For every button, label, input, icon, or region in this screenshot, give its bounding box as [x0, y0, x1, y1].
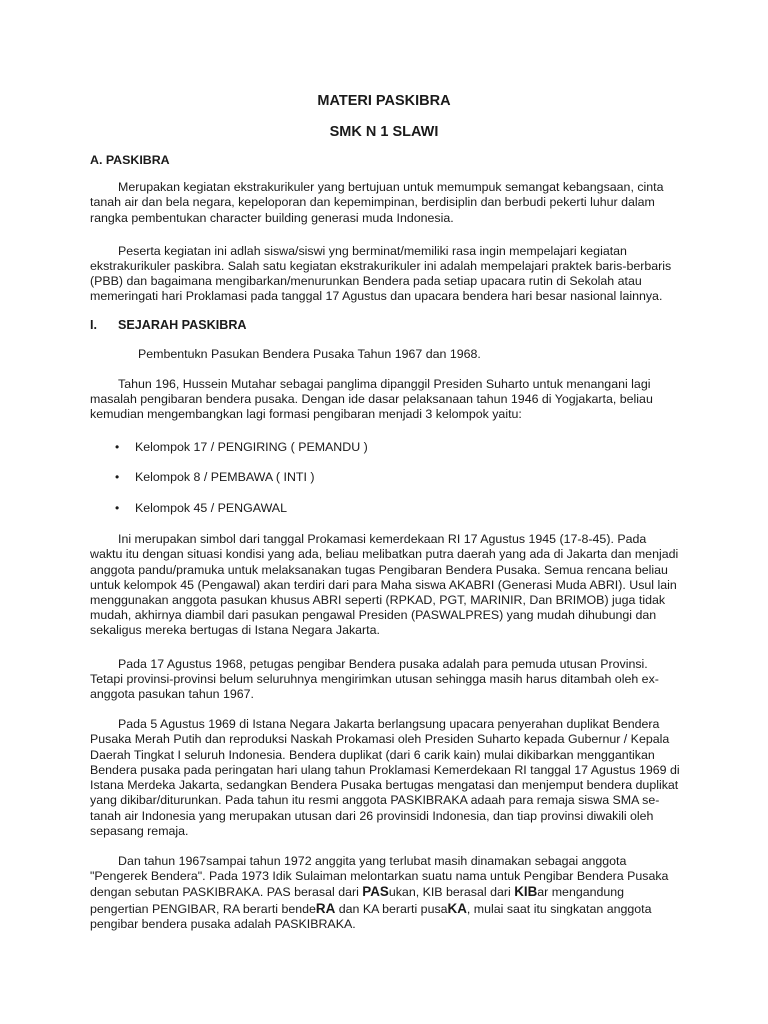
highlight-kib: KIB — [514, 884, 538, 900]
section-i-title: SEJARAH PASKIBRA — [118, 317, 247, 332]
paragraph-8 — [90, 854, 682, 932]
paragraph-4: Tahun 196, Hussein Mutahar sebagai panglima dipanggil Presiden Suharto untuk menangani lagi masalah pengibaran bendera pusaka. Dengan ide dasar pelaksanaan tahun 1946 di Yogjakarta, beliau kemudian mengembangkan lagi formasi pengibaran menjadi 3 kelompok yaitu: — [90, 377, 653, 422]
list-item: • Kelompok 45 / PENGAWAL — [90, 501, 682, 516]
highlight-ra: RA — [315, 900, 336, 916]
document-title: MATERI PASKIBRA — [317, 93, 451, 109]
paragraph-1: Merupakan kegiatan ekstrakurikuler yang bertujuan untuk memumpuk semangat kebangsaan, cinta tanah air dan bela negara, kepeloporan dan kepemimpinan, berdisiplin dan berbudi pekerti luhur dalam rangka pembentukan character building generasi muda Indonesia. — [90, 180, 664, 225]
document-body — [90, 153, 682, 932]
paragraph-7: Pada 5 Agustus 1969 di Istana Negara Jakarta berlangsung upacara penyerahan duplikat Bendera Pusaka Merah Putih dan reproduksi Naskah Prokamasi oleh Presiden Suharto kepada Gubernur / Kepala Daerah Tingkat I seluruh Indonesia. Bendera duplikat (dari 6 carik kain) mulai dikibarkan menggantikan Bendera pusaka pada peringatan hari ulang tahun Proklamasi Kemerdekaan RI tanggal 17 Agustus 1969 di Istana Merdeka Jakarta, sedangkan Bendera Pusaka bertugas mengatasi dan menjemput bendera duplikat yang dikibar/diturunkan. Pada tahun itu resmi anggota PASKIBRAKA adaah para remaja siswa SMA se-tanah air Indonesia yang merupakan utusan dari 26 provinsidi Indonesia, dan tiap provinsi diwakili oleh sepasang remaja. — [90, 717, 680, 838]
paragraph-8-text: dan KA berarti pusa — [335, 901, 448, 916]
paragraph-8-text: ar mengandung pengertian PENGIBAR, RA berarti bende — [90, 885, 625, 916]
highlight-pas: PAS — [362, 884, 389, 900]
paragraph-8-text: , mulai saat itu singkatan anggota pengibar bendera pusaka adalah PASKIBRAKA. — [90, 901, 652, 931]
list-item: • Kelompok 17 / PENGIRING ( PEMANDU ) — [90, 440, 682, 455]
paragraph-2: Peserta kegiatan ini adlah siswa/siswi yng berminat/memiliki rasa ingin mempelajari kegiatan ekstrakurikuler paskibra. Salah satu kegiatan ekstrakurikuler ini adalah mempelajari praktek baris-berbaris (PBB) dan bagaimana mengibarkan/menurunkan Bendera pada setiap upacara rutin di Sekolah atau memeringati hari Proklamasi pada tanggal 17 Agustus dan upacara bendera hari besar nasional lainnya. — [90, 243, 672, 304]
section-a-heading: A. PASKIBRA — [90, 153, 170, 167]
highlight-ka: KA — [447, 900, 467, 916]
list-item: • Kelompok 8 / PEMBAWA ( INTI ) — [90, 470, 682, 485]
paragraph-8-text: Dan tahun 1967sampai tahun 1972 anggita yang terlubat masih dinamakan sebagai anggota "Pengerek Bendera". Pada 1973 Idik Sulaiman melontarkan suatu nama untuk Pengibar Bendera Pusaka dengan sebutan PASKIBRAKA. PAS berasal dari — [90, 853, 669, 900]
paragraph-8-text: ukan, KIB berasal dari — [388, 885, 515, 900]
group-list — [90, 440, 682, 517]
paragraph-3: Pembentukn Pasukan Bendera Pusaka Tahun 1967 dan 1968. — [138, 346, 481, 361]
paragraph-5: Ini merupakan simbol dari tanggal Prokamasi kemerdekaan RI 17 Agustus 1945 (17-8-45). Pada waktu itu dengan situasi kondisi yang ada, beliau melibatkan putra daerah yang ada di Jakarta dan menjadi anggota pandu/pramuka untuk melaksanakan tugas Pengibaran Bendera Pusaka. Semua rencana beliau untuk kelompok 45 (Pengawal) akan terdiri dari para Maha siswa AKABRI (Generasi Muda ABRI). Usul lain menggunakan anggota pasukan khusus ABRI seperti (RPKAD, PGT, MARINIR, Dan BRIMOB) juga tidak mudah, akhirnya diambil dari pasukan pengawal Presiden (PASWALPRES) yang mudah dihubungi dan sekaligus mereka bertugas di Istana Negara Jakarta. — [90, 532, 679, 638]
section-i-heading — [90, 318, 682, 333]
paragraph-6: Pada 17 Agustus 1968, petugas pengibar Bendera pusaka adalah para pemuda utusan Provinsi. Tetapi provinsi-provinsi belum seluruhnya mengirimkan utusan sehingga masih harus ditambah oleh ex-anggota pasukan tahun 1967. — [90, 656, 659, 702]
section-i-number: I. — [90, 317, 97, 332]
document-subtitle: SMK N 1 SLAWI — [329, 124, 439, 140]
